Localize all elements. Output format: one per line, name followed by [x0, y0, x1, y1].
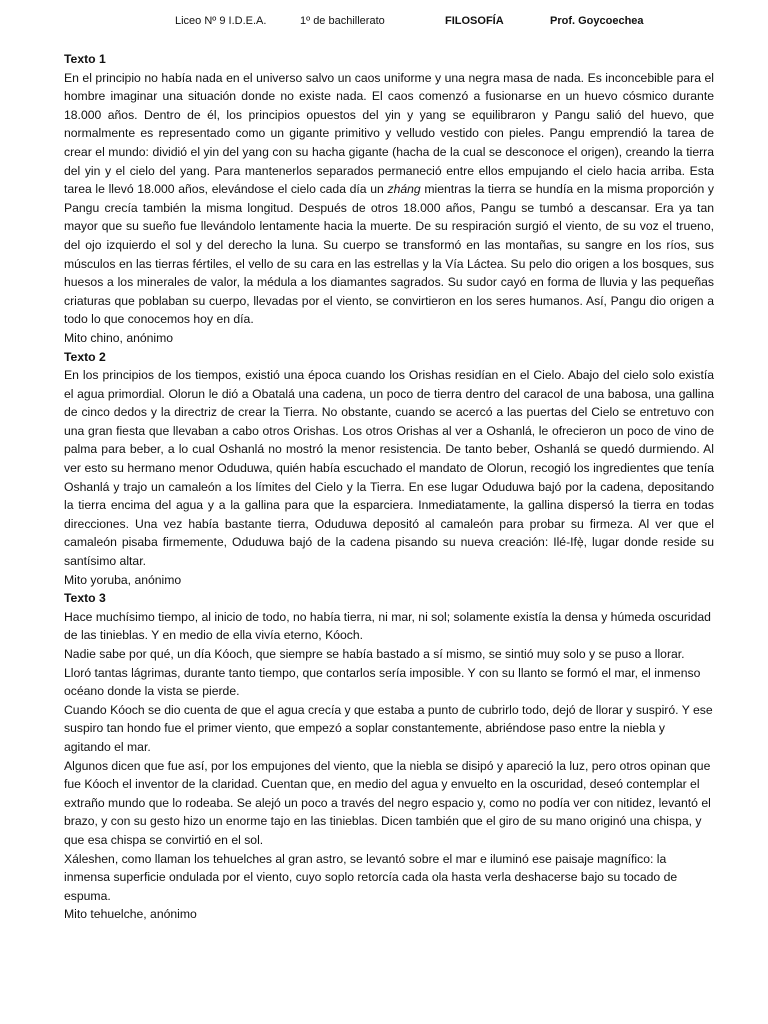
text-3-source: Mito tehuelche, anónimo	[64, 907, 197, 922]
page-header	[0, 15, 768, 33]
document-body	[64, 50, 714, 924]
professor-name: Prof. Goycoechea	[550, 15, 644, 27]
school-name: Liceo Nº 9 I.D.E.A.	[175, 15, 267, 27]
text-1-part-1: En el principio no había nada en el universo salvo un caos uniforme y una negra masa de nada. Es inconcebible para el hombre imaginar una situación donde no existe nada. El caos comenzó a fusionarse en un huevo cósmico durante 18.000 años. Dentro de él, los principios opuestos del yin y yang se equilibraron y Pangu salió del huevo, que normalmente es representado como un gigante primitivo y velludo vestido con pieles. Pangu emprendió la tarea de crear el mundo: dividió el yin del yang con su hacha gigante (hacha de la cual se desconoce el origen), creando la tierra del yin y el cielo del yang. Para mantenerlos separados permaneció entre ellos empujando el cielo hacia arriba. Esta tarea le llevó 18.000 años, elevándose el cielo cada día un	[64, 70, 714, 197]
subject-name: FILOSOFÍA	[445, 15, 504, 27]
text-3-title: Texto 3	[64, 591, 106, 606]
grade-level: 1º de bachillerato	[300, 15, 385, 27]
text-1-source: Mito chino, anónimo	[64, 330, 174, 345]
text-1-title: Texto 1	[64, 52, 106, 66]
text-1-italic-word: zháng	[387, 182, 421, 197]
text-3-paragraph-2: Nadie sabe por qué, un día Kóoch, que siempre se había bastado a sí mismo, se sintió muy solo y se puso a llorar. Lloró tantas lágrimas, durante tanto tiempo, que contarlos sería imposible. Y con su llanto se formó el mar, el inmenso océano donde la vista se pierde.	[64, 647, 701, 699]
text-3-paragraph-4: Algunos dicen que fue así, por los empujones del viento, que la niebla se disipó y apareció la luz, pero otros opinan que fue Kóoch el inventor de la claridad. Cuentan que, en medio del agua y envuelto en la oscuridad, deseó contemplar el extraño mundo que lo rodeaba. Se alejó un poco a través del negro espacio y, como no podía ver con nitidez, levantó el brazo, y con su gesto hizo un enorme tajo en las tinieblas. Dicen también que el giro de su mano originó una chispa, y que esa chispa se convirtió en el sol.	[64, 758, 711, 847]
text-3-paragraph-3: Cuando Kóoch se dio cuenta de que el agua crecía y que estaba a punto de cubrirlo todo, dejó de llorar y suspiró. Y ese suspiro tan hondo fue el primer viento, que empezó a soplar constantemente, abriéndose paso entre la niebla y agitando el mar.	[64, 702, 713, 754]
text-2-paragraph: En los principios de los tiempos, existió una época cuando los Orishas residían en el Cielo. Abajo del cielo solo existía el agua primordial. Olorun le dió a Obatalá una cadena, un poco de tierra dentro del caracol de una babosa, una gallina de cinco dedos y la directriz de crear la Tierra. No obstante, cuando se acercó a las puertas del Cielo se entretuvo con una gran fiesta que llevaban a cabo otros Orishas. Los otros Orishas al ver a Oshanlá, le ofrecieron un poco de vino de palma para beber, a lo cual Oshanlá no mostró la menor resistencia. De tanto beber, Oshanlá se quedó durmiendo. Al ver esto su hermano menor Oduduwa, quién había escuchado el mandato de Olorun, recogió los ingredientes que tenía Oshanlá y trajo un camaleón a los límites del Cielo y la Tierra. En ese lugar Oduduwa bajó por la cadena, depositando la tierra encima del agua y a la gallina para que la esparciera. Inmediatamente, la gallina dispersó la tierra en todas direcciones. Una vez había bastante tierra, Oduduwa depositó al camaleón para probar su firmeza. Al ver que el camaleón pisaba firmemente, Oduduwa bajó de la cadena pisando su nueva creación: Ilé-Ifẹ̀, lugar donde reside su santísimo altar.	[64, 368, 714, 569]
text-1-part-2: mientras la tierra se hundía en la misma proporción y Pangu crecía también la misma longitud. Después de otros 18.000 años, Pangu se tumbó a descansar. Era ya tan mayor que su sueño fue llevándolo lentamente hacia la muerte. De su respiración surgió el viento, de su voz el trueno, del ojo izquierdo el sol y del derecho la luna. Su cuerpo se transformó en las montañas, su sangre en los ríos, sus músculos en las tierras fértiles, el vello de su cara en las estrellas y la Vía Láctea. Su pelo dio origen a los bosques, sus huesos a los minerales de valor, la médula a los diamantes sagrados. Su sudor cayó en forma de lluvia y las pequeñas criaturas que poblaban su cuerpo, llevadas por el viento, se convirtieron en los seres humanos. Así, Pangu dio origen a todo lo que conocemos hoy en día.	[64, 182, 714, 327]
text-3-paragraph-1: Hace muchísimo tiempo, al inicio de todo, no había tierra, ni mar, ni sol; solamente existía la densa y húmeda oscuridad de las tinieblas. Y en medio de ella vivía eterno, Kóoch.	[64, 609, 711, 643]
text-2-title: Texto 2	[64, 349, 106, 364]
text-2-source: Mito yoruba, anónimo	[64, 572, 182, 587]
text-1-paragraph	[64, 69, 714, 329]
text-3-paragraph-5: Xáleshen, como llaman los tehuelches al gran astro, se levantó sobre el mar e iluminó ese paisaje magnífico: la inmensa superficie ondulada por el viento, cuyo soplo retorcía cada ola hasta verla deshacerse bajo su tocado de espuma.	[64, 851, 678, 903]
